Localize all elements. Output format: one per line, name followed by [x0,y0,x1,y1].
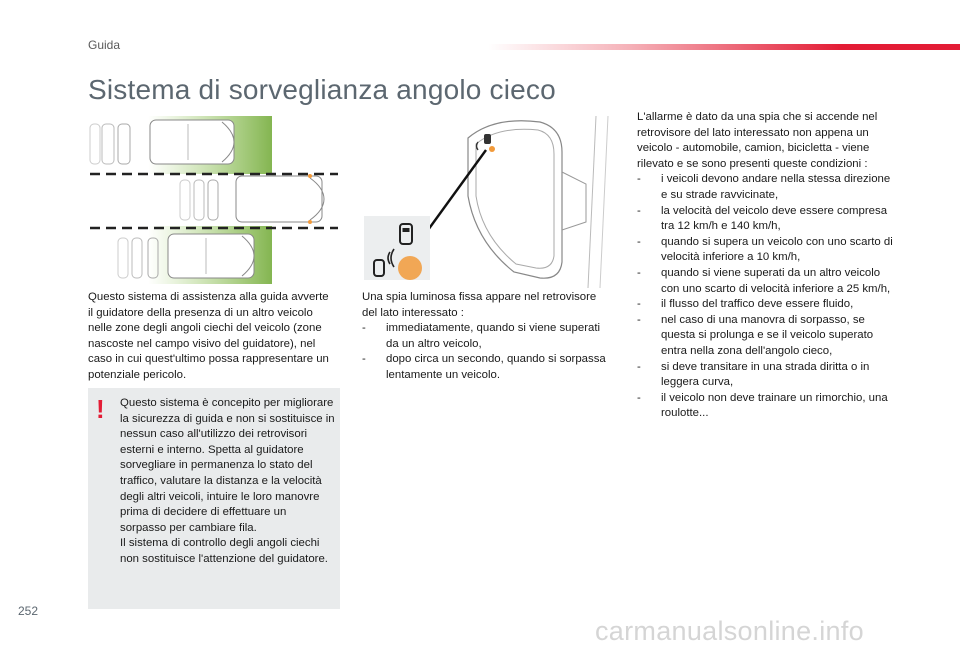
list-dash: - [362,353,366,366]
warning-text-main: Questo sistema è concepito per migliorare la sicurezza di guida e non si sostituisce in nessun caso all'utilizzo dei retrovisori esterni e interno. Spetta al guidatore sorvegliare in permanenza lo stato del traffico, valutare la distanza e la velocità degli altri veicoli, intuire le loro manovre prima di decidere di effettuare un sorpasso per cambiare fila. [120,397,335,534]
list-dash: - [637,391,641,404]
list-dash: - [637,266,641,279]
list-dash: - [637,360,641,373]
lower-van-icon [118,234,254,278]
list-dash: - [637,298,641,311]
conditions-description [637,110,895,422]
warning-text [120,396,335,568]
list-item: - quando si viene superati da un altro veicolo con uno scarto di velocità inferiore a 25 km/h, [637,266,891,295]
conditions-intro: L'allarme è dato da una spia che si accende nel retrovisore del lato interessato non appena un veicolo - automobile, camion, bicicletta - viene rilevato e se sono presenti queste condizioni : [637,111,878,170]
list-item: - quando si supera un veicolo con uno scarto di velocità inferiore a 10 km/h, [637,235,893,264]
page-title: Sistema di sorveglianza angolo cieco [88,74,556,105]
header-accent-bar [488,44,960,50]
center-van-icon [180,174,324,224]
mirror-indicator-illustration [364,112,616,288]
list-item: - i veicoli devono andare nella stessa direzione e su strade ravvicinate, [637,173,891,201]
list-dash: - [362,322,366,335]
list-item: - la velocità del veicolo deve essere compresa tra 12 km/h e 140 km/h, [637,204,888,233]
list-dash: - [637,204,641,217]
section-label: Guida [88,38,121,52]
indicator-list [362,321,612,383]
intro-paragraph: Questo sistema di assistenza alla guida avverte il guidatore della presenza di un altro veicolo nelle zone degli angoli ciechi del veicolo (zone nascoste nel campo visivo del guidatore), nel caso in cui quest'ultimo possa rappresentare un potenziale pericolo. [88,291,329,381]
mirror-housing [468,121,562,278]
list-item: - immediatamente, quando si viene superati da un altro veicolo, [362,322,601,350]
indicator-description [362,290,612,384]
warning-text-secondary: Il sistema di controllo degli angoli ciechi non sostituisce l'attenzione del guidatore. [120,537,328,565]
list-dash: - [637,173,641,186]
upper-van-icon [90,120,234,164]
conditions-list [637,172,895,422]
list-item: - il flusso del traffico deve essere fluido, [637,297,895,313]
indicator-intro: Una spia luminosa fissa appare nel retrovisore del lato interessato : [362,291,597,319]
watermark: carmanualsonline.info [595,616,864,646]
list-dash: - [637,235,641,248]
blind-spot-zones-illustration [88,112,340,288]
list-item: - si deve transitare in una strada diritta o in leggera curva, [637,360,870,389]
list-item: - il veicolo non deve trainare un rimorchio, una roulotte... [637,391,888,420]
list-item: - dopo circa un secondo, quando si sorpassa lentamente un veicolo. [362,353,606,381]
list-item: - nel caso di una manovra di sorpasso, se questa si prolunga e se il veicolo superato entra nella zona dell'angolo cieco, [637,313,874,357]
page-number: 252 [18,604,39,618]
list-dash: - [637,313,641,326]
warning-exclamation-icon: ! [96,394,105,424]
